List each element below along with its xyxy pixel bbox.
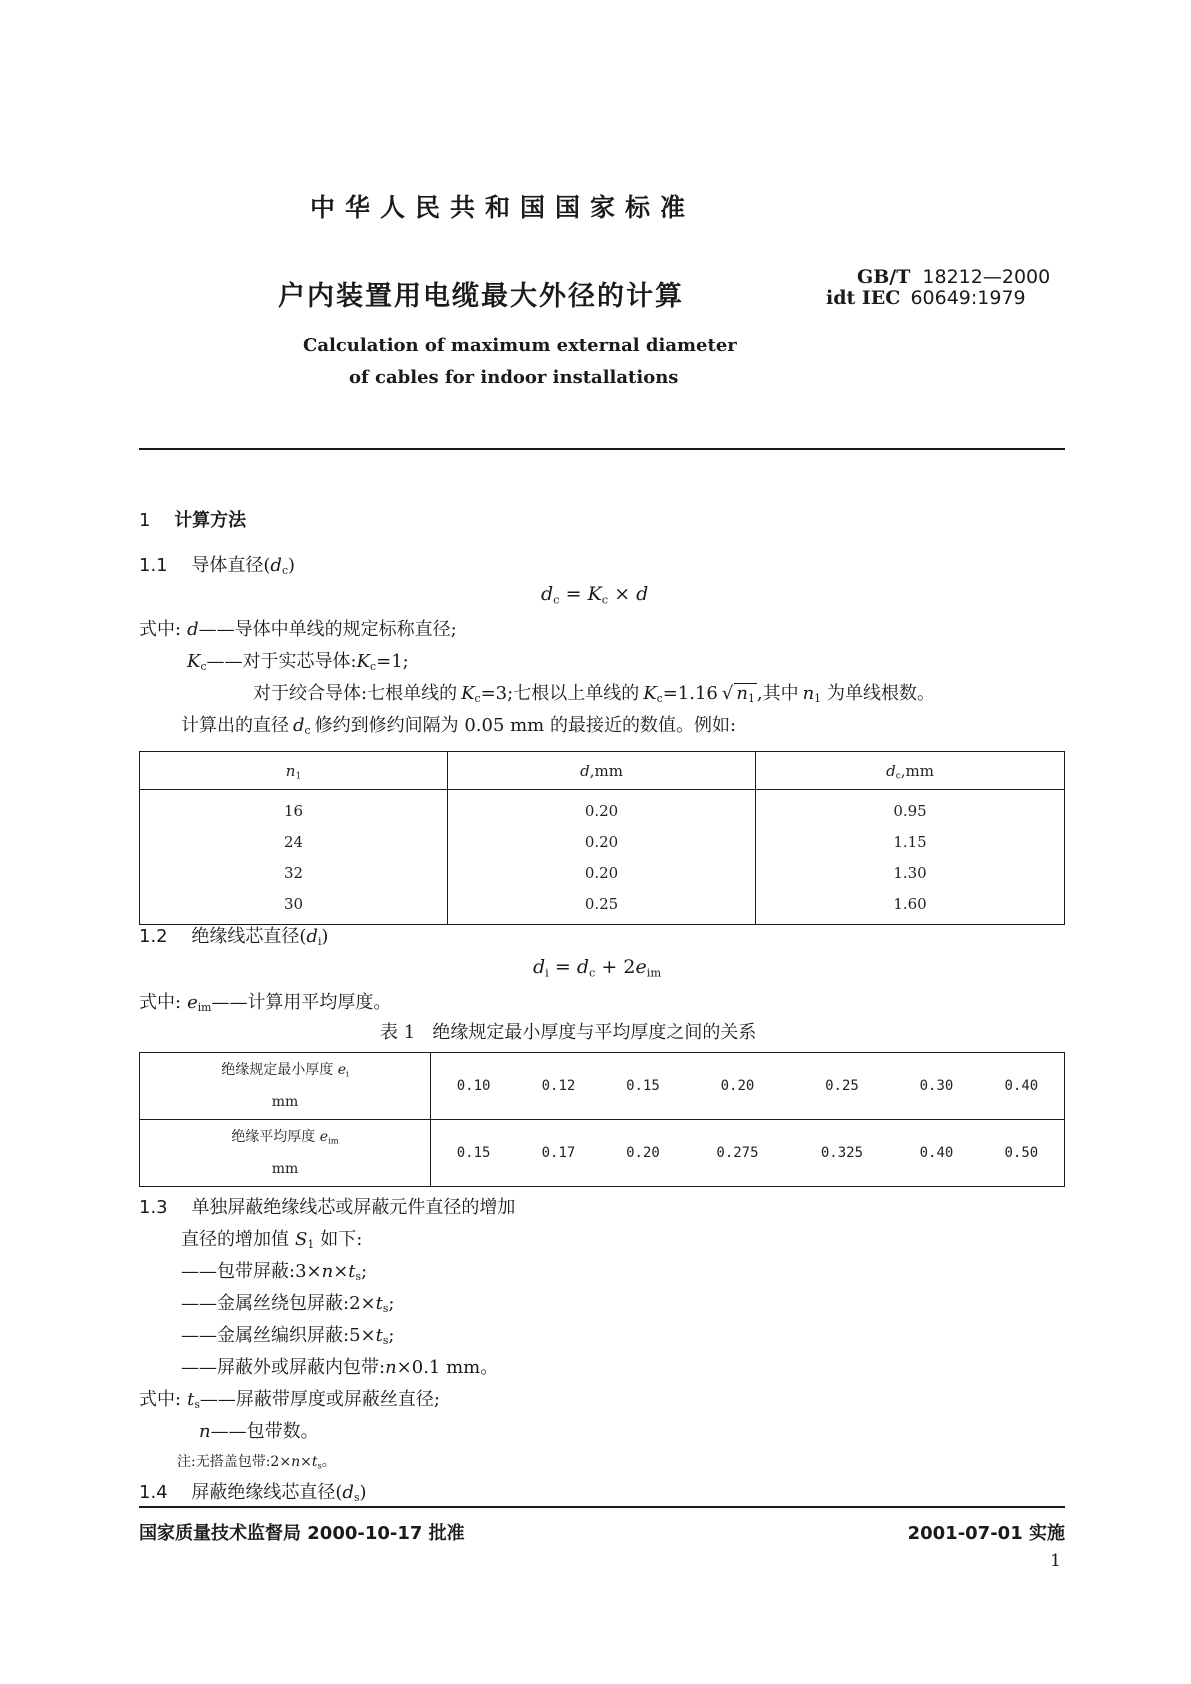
increase-tape-screen: ——包带屏蔽$:3\times n\times t_s$; — [181, 1261, 368, 1284]
cell-mean-thickness: 0.15 — [431, 1120, 517, 1187]
cell-min-thickness: 0.12 — [516, 1053, 601, 1120]
document-title-cn: 户内装置用电缆最大外径的计算 — [278, 281, 684, 312]
idt-prefix: idt IEC — [826, 287, 901, 309]
cell-mean-thickness: 0.50 — [979, 1120, 1065, 1187]
cell-n1: 32 — [140, 857, 448, 888]
standard-code-prefix: GB/T — [857, 266, 911, 288]
cell-mean-thickness: 0.20 — [601, 1120, 686, 1187]
section-1-3-title: 单独屏蔽绝缘线芯或屏蔽元件直径的增加 — [191, 1197, 516, 1218]
formula-insulated-core-diameter: $d_i = d_c + 2e_{im}$ — [533, 956, 662, 980]
cell-dc: 1.60 — [756, 888, 1065, 925]
table-row — [140, 1120, 1065, 1187]
cell-mean-thickness: 0.17 — [516, 1120, 601, 1187]
section-1-4-title: 屏蔽绝缘线芯直径$(d_s)$ — [191, 1482, 367, 1505]
where-d-definition: 式中: d——导体中单线的规定标称直径; — [139, 619, 457, 640]
increase-tape-binder: ——屏蔽外或屏蔽内包带:n×0.1 mm。 — [181, 1357, 499, 1378]
table-row — [140, 857, 1065, 888]
table-row — [140, 1053, 1065, 1120]
cell-d: 0.20 — [448, 857, 756, 888]
cell-mean-thickness: 0.40 — [894, 1120, 979, 1187]
section-1-3-heading — [139, 1193, 515, 1219]
implementation-date: 2001-07-01 实施 — [907, 1523, 1065, 1544]
document-title-en-line2: of cables for indoor installations — [349, 367, 679, 388]
d-definition: ——导体中单线的规定标称直径; — [198, 619, 457, 640]
cell-mean-thickness: 0.325 — [790, 1120, 894, 1187]
increase-intro: 直径的增加值 $S_1$ 如下: — [181, 1229, 363, 1252]
stranded-conductor-rule: 对于绞合导体:七根单线的 $K_c=3$;七根以上单线的 $K_c=1.16$ √ $n_1$ ,其中 $n_1$ 为单线根数。 — [253, 683, 936, 706]
cell-min-thickness: 0.20 — [685, 1053, 789, 1120]
section-1-title: 计算方法 — [174, 510, 247, 531]
formula-conductor-diameter: $d_c = K_c \times d$ — [541, 583, 649, 607]
where-n-definition: n——包带数。 — [199, 1421, 319, 1442]
kc-solid-value: =1; — [376, 651, 409, 672]
where-ts-definition: 式中: $t_s——$屏蔽带厚度或屏蔽丝直径; — [139, 1389, 440, 1412]
cell-n1: 24 — [140, 826, 448, 857]
section-1-number: 1 — [139, 510, 151, 531]
increase-braid-screen: ——金属丝编织屏蔽$:5\times t_s$; — [181, 1325, 395, 1348]
footer-divider — [139, 1506, 1065, 1508]
cell-dc: 1.30 — [756, 857, 1065, 888]
table-row — [140, 888, 1065, 925]
row-label-min-thickness: 绝缘规定最小厚度 $e_i$ mm — [140, 1053, 431, 1120]
approval-statement: 国家质量技术监督局 2000-10-17 批准 — [139, 1523, 465, 1544]
where-label: 式中: — [139, 619, 182, 640]
section-1-2-title: 绝缘线芯直径$(d_i)$ — [191, 926, 329, 949]
section-1-4-number: 1.4 — [139, 1482, 168, 1503]
section-1-3-number: 1.3 — [139, 1197, 168, 1218]
table-1-caption: 表 1 绝缘规定最小厚度与平均厚度之间的关系 — [380, 1022, 757, 1043]
cell-n1: 16 — [140, 790, 448, 827]
section-1-1-number: 1.1 — [139, 555, 168, 576]
header-divider — [139, 448, 1065, 450]
header-n1: $n_1$ — [140, 752, 448, 790]
cell-min-thickness: 0.40 — [979, 1053, 1065, 1120]
section-1-1-title: 导体直径$(d_c)$ — [191, 555, 296, 578]
standard-code-number: 18212—2000 — [922, 266, 1051, 288]
idt-number: 60649:1979 — [910, 287, 1026, 309]
row-label-mean-thickness: 绝缘平均厚度 $e_{im}$ mm — [140, 1120, 431, 1187]
where-eim-definition: 式中: $e_{im}——$计算用平均厚度。 — [139, 992, 392, 1015]
document-title-en-line1: Calculation of maximum external diameter — [303, 335, 737, 356]
cell-min-thickness: 0.25 — [790, 1053, 894, 1120]
table-row — [140, 826, 1065, 857]
section-1-2-number: 1.2 — [139, 926, 168, 947]
insulation-thickness-table — [139, 1052, 1065, 1187]
cell-min-thickness: 0.10 — [431, 1053, 517, 1120]
standard-code — [857, 266, 1050, 288]
page-number: 1 — [1050, 1551, 1061, 1571]
section-1-4-heading — [139, 1478, 367, 1504]
table-header-row — [140, 752, 1065, 790]
cell-d: 0.20 — [448, 790, 756, 827]
section-1-2-heading — [139, 922, 328, 948]
cell-n1: 30 — [140, 888, 448, 925]
kc-definition: ——对于实芯导体: — [206, 651, 357, 672]
increase-wire-lapped-screen: ——金属丝绕包屏蔽$:2\times t_s$; — [181, 1293, 395, 1316]
header-dc: $d_c,mm$ — [756, 752, 1065, 790]
rounding-rule: 计算出的直径 $d_c$ 修约到修约间隔为 0.05 mm 的最接近的数值。例如: — [181, 715, 737, 738]
cell-dc: 0.95 — [756, 790, 1065, 827]
section-1-1-heading — [139, 551, 295, 577]
diameter-example-table — [139, 751, 1065, 925]
cell-min-thickness: 0.30 — [894, 1053, 979, 1120]
cell-mean-thickness: 0.275 — [685, 1120, 789, 1187]
idt-reference — [826, 287, 1026, 309]
cell-min-thickness: 0.15 — [601, 1053, 686, 1120]
note-non-overlapping-tape: 注:无搭盖包带$:2\times n\times t_s$。 — [177, 1454, 336, 1471]
cell-dc: 1.15 — [756, 826, 1065, 857]
national-standard-heading: 中华人民共和国国家标准 — [310, 193, 696, 222]
cell-d: 0.20 — [448, 826, 756, 857]
section-1-heading — [139, 506, 246, 532]
table-row — [140, 790, 1065, 827]
where-kc-definition: $K_c——$对于实芯导体$:K_c=1$; — [187, 651, 409, 674]
header-d: d,mm — [448, 752, 756, 790]
cell-d: 0.25 — [448, 888, 756, 925]
